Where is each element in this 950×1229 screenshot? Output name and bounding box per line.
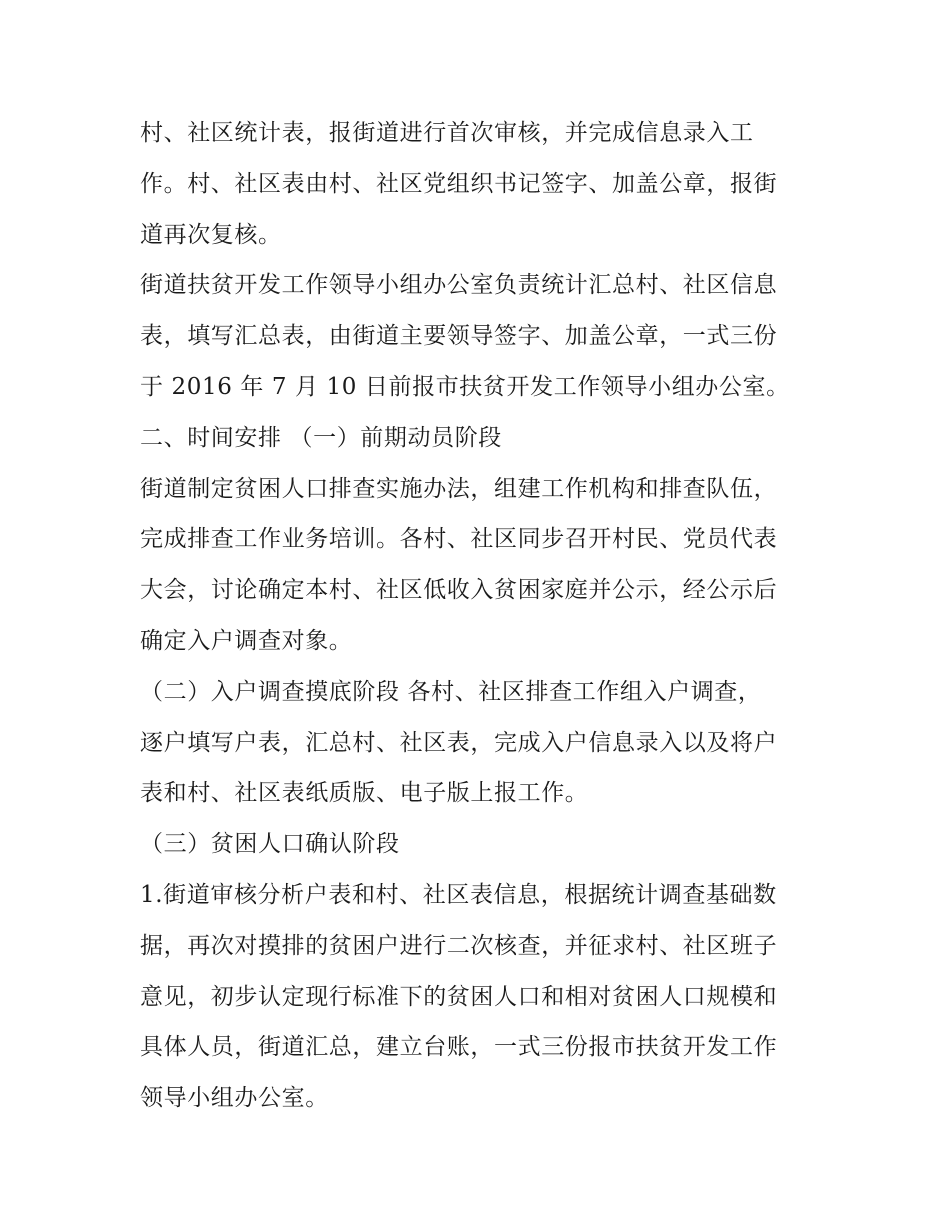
document-body <box>140 108 820 1124</box>
text-line: 领导小组办公室。 <box>140 1085 329 1112</box>
text-line: 作。村、社区表由村、社区党组织书记签字、加盖公章，报街 <box>140 170 778 197</box>
section-heading: 二、时间安排 （一）前期动员阶段 <box>140 424 502 451</box>
text-line: 街道扶贫开发工作领导小组办公室负责统计汇总村、社区信息 <box>140 272 778 299</box>
text-line: 据，再次对摸排的贫困户进行二次核查，并征求村、社区班子 <box>140 932 778 959</box>
text-line: 道再次复核。 <box>140 221 282 248</box>
text-line: 街道制定贫困人口排查实施办法，组建工作机构和排查队伍， <box>140 475 778 502</box>
text-line: （二）入户调查摸底阶段 各村、社区排查工作组入户调查， <box>140 678 762 705</box>
text-line: 逐户填写户表，汇总村、社区表，完成入户信息录入以及将户 <box>140 729 778 756</box>
text-line: 完成排查工作业务培训。各村、社区同步召开村民、党员代表 <box>140 526 778 553</box>
text-line: 1.街道审核分析户表和村、社区表信息，根据统计调查基础数 <box>140 881 777 908</box>
text-line: 确定入户调查对象。 <box>140 627 353 654</box>
text-line: 村、社区统计表，报街道进行首次审核，并完成信息录入工 <box>140 120 754 146</box>
text-line: 于 2016 年 7 月 10 日前报市扶贫开发工作领导小组办公室。 <box>140 373 790 400</box>
section-heading: （三）贫困人口确认阶段 <box>140 831 400 858</box>
text-line: 表和村、社区表纸质版、电子版上报工作。 <box>140 780 589 807</box>
text-line: 表，填写汇总表，由街道主要领导签字、加盖公章，一式三份 <box>140 323 778 350</box>
text-line: 大会，讨论确定本村、社区低收入贫困家庭并公示，经公示后 <box>140 577 778 604</box>
text-line: 意见，初步认定现行标准下的贫困人口和相对贫困人口规模和 <box>140 983 778 1010</box>
text-line: 具体人员，街道汇总，建立台账，一式三份报市扶贫开发工作 <box>140 1034 778 1061</box>
